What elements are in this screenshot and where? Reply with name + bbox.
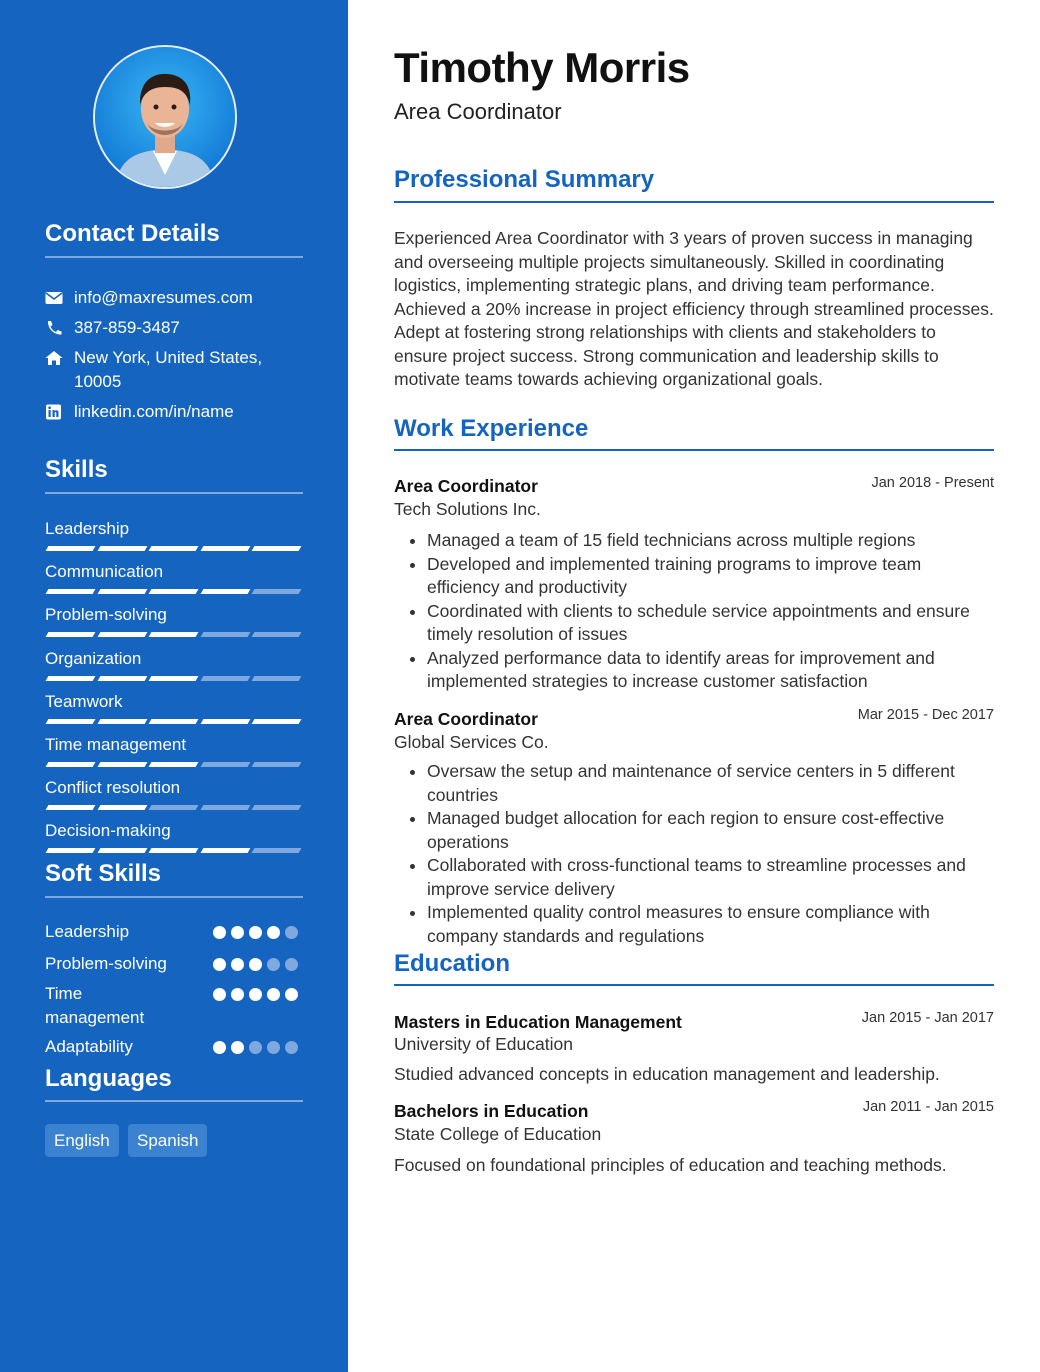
contact-linkedin[interactable] <box>45 400 303 424</box>
home-icon <box>45 350 63 366</box>
skill-segment-filled <box>200 719 250 724</box>
skill-segment-filled <box>149 676 199 681</box>
experience-divider <box>394 449 994 451</box>
job-title: Area Coordinator <box>394 709 538 729</box>
skill-segment-empty <box>200 632 250 637</box>
languages-divider <box>45 1100 303 1102</box>
candidate-title: Area Coordinator <box>394 99 562 124</box>
soft-skill-rating <box>213 926 301 940</box>
soft-skill-rating <box>213 1041 301 1055</box>
skill-segment-filled <box>149 632 199 637</box>
contact-phone-text: 387-859-3487 <box>74 318 180 337</box>
contact-address <box>45 346 303 394</box>
skill-segment-filled <box>149 848 199 853</box>
skill-segment-filled <box>46 632 96 637</box>
rating-dot-filled <box>267 926 280 939</box>
degree-title: Bachelors in Education <box>394 1101 589 1121</box>
skill-level-bar <box>45 589 303 594</box>
contact-heading: Contact Details <box>45 220 220 247</box>
soft-skill-row <box>45 1035 303 1059</box>
skill-name: Teamwork <box>45 691 123 711</box>
skill-segment-filled <box>46 589 96 594</box>
rating-dot-filled <box>213 988 226 1001</box>
skill-segment-filled <box>46 805 96 810</box>
skill-segment-filled <box>97 719 147 724</box>
degree-description: Studied advanced concepts in education management and leadership. <box>394 1064 940 1084</box>
skill-segment-filled <box>97 848 147 853</box>
contact-linkedin-text: linkedin.com/in/name <box>74 402 234 421</box>
rating-dot-empty <box>267 1041 280 1054</box>
skill-name: Decision-making <box>45 821 171 841</box>
job-bullet: • Managed a team of 15 field technicians across multiple regions <box>427 529 994 553</box>
job-bullet: • Analyzed performance data to identify areas for improvement and implemented strategies to increase customer satisfaction <box>427 647 994 694</box>
skill-segment-filled <box>97 546 147 551</box>
languages-heading: Languages <box>45 1065 172 1092</box>
skill-level-bar <box>45 676 303 681</box>
phone-icon <box>45 320 63 336</box>
degree-dates: Jan 2011 - Jan 2015 <box>862 1099 994 1115</box>
job-company: Tech Solutions Inc. <box>394 499 541 519</box>
soft-skill-row <box>45 952 303 976</box>
rating-dot-filled <box>249 926 262 939</box>
job-company: Global Services Co. <box>394 732 549 752</box>
soft-skills-heading: Soft Skills <box>45 860 162 887</box>
skill-segment-filled <box>97 762 147 767</box>
soft-skill-row <box>45 920 303 944</box>
skill-level-bar <box>45 719 303 724</box>
rating-dot-empty <box>285 926 298 939</box>
job-bullet: • Collaborated with cross-functional teams to streamline processes and improve service delivery <box>427 854 994 901</box>
job-dates: Mar 2015 - Dec 2017 <box>857 707 994 723</box>
job-bullet: • Implemented quality control measures to ensure compliance with company standards and regulations <box>427 901 994 948</box>
skill-segment-filled <box>200 589 250 594</box>
skill-segment-filled <box>200 848 250 853</box>
rating-dot-filled <box>249 988 262 1001</box>
skill-row <box>45 561 303 583</box>
skill-segment-empty <box>252 676 302 681</box>
rating-dot-filled <box>213 958 226 971</box>
rating-dot-filled <box>267 988 280 1001</box>
skill-name: Problem-solving <box>45 605 167 625</box>
degree-title: Masters in Education Management <box>394 1012 682 1032</box>
skill-segment-empty <box>200 762 250 767</box>
language-tag: Spanish <box>128 1124 207 1157</box>
contact-phone[interactable] <box>45 316 303 340</box>
rating-dot-filled <box>231 988 244 1001</box>
language-tag: English <box>45 1124 119 1157</box>
soft-skill-name: Problem-solving <box>45 954 167 973</box>
skill-segment-filled <box>97 676 147 681</box>
skill-segment-empty <box>252 805 302 810</box>
skill-row <box>45 648 303 670</box>
job-title: Area Coordinator <box>394 476 538 496</box>
skill-level-bar <box>45 546 303 551</box>
school-name: University of Education <box>394 1034 573 1054</box>
rating-dot-filled <box>285 988 298 1001</box>
sidebar <box>0 0 348 1372</box>
skill-name: Organization <box>45 648 142 668</box>
skill-segment-empty <box>252 762 302 767</box>
rating-dot-empty <box>285 958 298 971</box>
skill-segment-filled <box>200 546 250 551</box>
skills-heading: Skills <box>45 456 108 483</box>
skill-segment-filled <box>149 719 199 724</box>
skill-row <box>45 604 303 626</box>
summary-divider <box>394 201 994 203</box>
skill-name: Communication <box>45 562 164 582</box>
job-bullet: • Developed and implemented training programs to improve team efficiency and productivity <box>427 553 994 600</box>
skills-divider <box>45 492 303 494</box>
education-divider <box>394 984 994 986</box>
soft-skill-name: Leadership <box>45 922 130 941</box>
soft-skill-rating <box>213 958 301 972</box>
contact-address-line2: 10005 <box>74 372 122 391</box>
skill-segment-empty <box>200 805 250 810</box>
soft-skill-name: Adaptability <box>45 1037 133 1056</box>
soft-skills-divider <box>45 896 303 898</box>
skill-level-bar <box>45 632 303 637</box>
contact-address-line1: New York, United States, <box>74 348 263 367</box>
school-name: State College of Education <box>394 1124 602 1144</box>
skill-segment-filled <box>149 589 199 594</box>
candidate-name: Timothy Morris <box>394 44 690 91</box>
skill-segment-filled <box>149 546 199 551</box>
skill-level-bar <box>45 762 303 767</box>
soft-skill-name-line1: Time <box>45 984 83 1003</box>
skill-row <box>45 518 303 540</box>
skill-segment-filled <box>46 848 96 853</box>
linkedin-icon <box>45 404 63 420</box>
rating-dot-filled <box>231 958 244 971</box>
skill-name: Time management <box>45 735 187 754</box>
rating-dot-filled <box>231 926 244 939</box>
summary-heading: Professional Summary <box>394 166 655 193</box>
job-dates: Jan 2018 - Present <box>871 475 994 491</box>
rating-dot-filled <box>213 926 226 939</box>
job-bullet: • Coordinated with clients to schedule service appointments and ensure timely resolution of issues <box>427 600 994 647</box>
experience-heading: Work Experience <box>394 415 589 442</box>
skill-segment-filled <box>46 676 96 681</box>
soft-skill-row <box>45 982 303 1030</box>
rating-dot-empty <box>249 1041 262 1054</box>
summary-text: Experienced Area Coordinator with 3 years of proven success in managing and overseeing multiple projects simultaneously. Skilled in coordinating logistics, implementing strategic plans, and driving team performance. Achieved a 20% increase in project efficiency through streamlined processes. Adept at fostering strong relationships with clients and stakeholders to ensure project success. Strong communication and leadership skills to motivate teams towards achieving organizational goals. <box>394 228 994 389</box>
degree-dates: Jan 2015 - Jan 2017 <box>861 1010 994 1026</box>
rating-dot-filled <box>231 1041 244 1054</box>
job-bullet: • Managed budget allocation for each region to ensure cost-effective operations <box>427 807 994 854</box>
skill-segment-filled <box>97 632 147 637</box>
skill-row <box>45 691 303 713</box>
skill-segment-filled <box>97 589 147 594</box>
rating-dot-filled <box>213 1041 226 1054</box>
skill-segment-empty <box>149 805 199 810</box>
skill-segment-filled <box>46 546 96 551</box>
skill-row <box>45 734 303 756</box>
contact-divider <box>45 256 303 258</box>
rating-dot-empty <box>267 958 280 971</box>
job-bullets <box>394 529 994 694</box>
skill-segment-empty <box>252 632 302 637</box>
job-bullet: • Oversaw the setup and maintenance of service centers in 5 different countries <box>427 760 994 807</box>
envelope-icon <box>45 290 63 306</box>
avatar <box>93 45 237 189</box>
skill-segment-empty <box>252 848 302 853</box>
skill-name: Conflict resolution <box>45 778 181 798</box>
rating-dot-empty <box>285 1041 298 1054</box>
soft-skill-name-line2: management <box>45 1008 145 1027</box>
skill-level-bar <box>45 805 303 810</box>
skill-segment-filled <box>46 762 96 767</box>
skill-name: Leadership <box>45 519 130 538</box>
soft-skill-rating <box>213 988 301 1002</box>
contact-email-text: info@maxresumes.com <box>74 288 253 307</box>
rating-dot-filled <box>249 958 262 971</box>
skill-level-bar <box>45 848 303 853</box>
person-photo-icon <box>95 47 235 187</box>
contact-email[interactable] <box>45 286 303 310</box>
skill-segment-filled <box>97 805 147 810</box>
skill-segment-filled <box>252 719 302 724</box>
skill-segment-filled <box>149 762 199 767</box>
skill-segment-filled <box>46 719 96 724</box>
job-bullets <box>394 760 994 948</box>
skill-row <box>45 777 303 799</box>
skill-row <box>45 820 303 842</box>
skill-segment-filled <box>252 546 302 551</box>
skill-segment-empty <box>200 676 250 681</box>
skill-segment-empty <box>252 589 302 594</box>
education-heading: Education <box>394 950 511 977</box>
degree-description: Focused on foundational principles of education and teaching methods. <box>394 1155 947 1175</box>
